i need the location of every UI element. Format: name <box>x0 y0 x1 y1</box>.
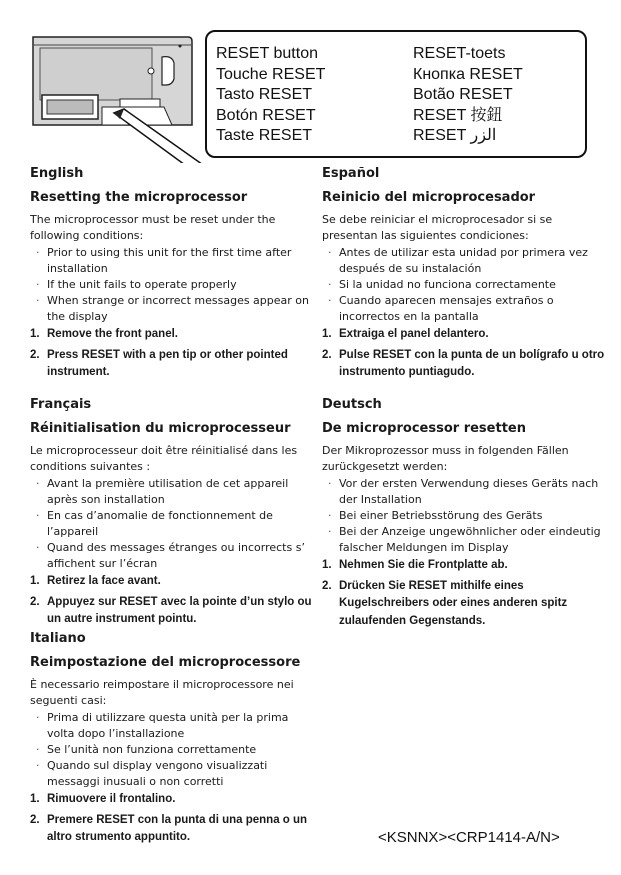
condition-item: · Bei der Anzeige ungewöhnlicher oder eindeutig falscher Meldungen im Display <box>322 524 607 556</box>
document-code: <KSNNX><CRP1414-A/N> <box>378 829 560 846</box>
label-arabic: RESET الزر <box>413 127 497 144</box>
labels-right-column <box>413 44 523 147</box>
reset-button-labels-box <box>205 30 587 158</box>
steps-list <box>322 557 607 630</box>
conditions-list <box>322 476 607 556</box>
language-title: English <box>30 166 84 181</box>
condition-item: · If the unit fails to operate properly <box>30 277 315 293</box>
condition-item: · Bei einer Betriebsstörung des Geräts <box>322 508 607 524</box>
section-francais <box>30 397 315 632</box>
step-item <box>322 347 607 382</box>
label-dutch: RESET-toets <box>413 45 506 62</box>
step-item <box>322 557 607 575</box>
step-number: 1. <box>30 793 40 805</box>
step-number: 2. <box>30 813 40 826</box>
condition-item: · Se l’unità non funziona correttamente <box>30 742 315 758</box>
condition-item: · Si la unidad no funciona correctamente <box>322 277 607 293</box>
step-number: 2. <box>322 579 332 592</box>
step-text: Rimuovere il frontalino. <box>47 793 176 805</box>
label-chinese: RESET 按鈕 <box>413 106 503 124</box>
condition-item: · Antes de utilizar esta unidad por primera vez después de su instalación <box>322 245 607 277</box>
step-item <box>30 791 315 809</box>
condition-item: · Vor der ersten Verwendung dieses Geräts nach der Installation <box>322 476 607 508</box>
unit-illustration <box>30 33 210 163</box>
intro-text: Le microprocesseur doit être réinitialisé dans les conditions suivantes : <box>30 444 298 473</box>
step-item <box>322 578 607 631</box>
step-text: Premere RESET con la punta di una penna o un altro strumento appuntito. <box>47 813 308 843</box>
conditions-list <box>30 476 315 572</box>
step-item <box>30 594 315 629</box>
step-text: Drücken Sie RESET mithilfe eines Kugelschreibers oder eines anderen spitz zulaufenden Gegenstands. <box>339 579 568 627</box>
labels-left-column <box>216 44 325 147</box>
section-heading: Réinitialisation du microprocesseur <box>30 421 291 436</box>
condition-item: · Prior to using this unit for the first time after installation <box>30 245 315 277</box>
step-text: Pulse RESET con la punta de un bolígrafo u otro instrumento puntiagudo. <box>339 348 605 378</box>
step-number: 2. <box>30 595 40 608</box>
language-title: Français <box>30 397 92 412</box>
conditions-list <box>322 245 607 325</box>
section-english <box>30 166 315 385</box>
step-item <box>30 347 315 382</box>
section-heading: De microprocessor resetten <box>322 421 526 436</box>
step-number: 1. <box>322 559 332 571</box>
steps-list <box>30 573 315 629</box>
label-german: Taste RESET <box>216 127 313 144</box>
step-text: Press RESET with a pen tip or other pointed instrument. <box>47 348 288 378</box>
step-number: 1. <box>322 328 332 340</box>
label-portuguese: Botão RESET <box>413 86 513 103</box>
language-title: Deutsch <box>322 397 382 412</box>
intro-text: È necessario reimpostare il microprocessore nei seguenti casi: <box>30 678 294 707</box>
label-english: RESET button <box>216 45 318 62</box>
steps-list <box>322 326 607 382</box>
step-text: Extraiga el panel delantero. <box>339 328 489 340</box>
step-number: 2. <box>322 348 332 361</box>
condition-item: · Cuando aparecen mensajes extraños o incorrectos en la pantalla <box>322 293 607 325</box>
condition-item: · En cas d’anomalie de fonctionnement de l’appareil <box>30 508 315 540</box>
steps-list <box>30 791 315 847</box>
section-heading: Resetting the microprocessor <box>30 190 248 205</box>
label-french: Touche RESET <box>216 65 326 83</box>
intro-text: Se debe reiniciar el microprocesador si se presentan las siguientes condiciones: <box>322 213 553 242</box>
condition-item: · Prima di utilizzare questa unità per la prima volta dopo l’installazione <box>30 710 315 742</box>
step-item <box>322 326 607 344</box>
section-heading: Reimpostazione del microprocessore <box>30 655 301 670</box>
conditions-list <box>30 245 315 325</box>
label-spanish: Botón RESET <box>216 106 316 124</box>
step-text: Appuyez sur RESET avec la pointe d’un stylo ou un autre instrument pointu. <box>47 595 312 625</box>
step-item <box>30 326 315 344</box>
section-espanol <box>322 166 607 385</box>
step-number: 1. <box>30 575 40 587</box>
intro-text: The microprocessor must be reset under the following conditions: <box>30 213 276 242</box>
step-text: Retirez la face avant. <box>47 575 161 587</box>
label-italian: Tasto RESET <box>216 86 313 103</box>
step-text: Remove the front panel. <box>47 328 178 340</box>
intro-text: Der Mikroprozessor muss in folgenden Fällen zurückgesetzt werden: <box>322 444 569 473</box>
language-title: Español <box>322 166 380 181</box>
step-item <box>30 812 315 847</box>
step-text: Nehmen Sie die Frontplatte ab. <box>339 559 508 571</box>
condition-item: · Quando sul display vengono visualizzati messaggi inusuali o non corretti <box>30 758 315 790</box>
conditions-list <box>30 710 315 790</box>
section-heading: Reinicio del microprocesador <box>322 190 536 205</box>
step-number: 1. <box>30 328 40 340</box>
label-russian: Кнопка RESET <box>413 65 523 83</box>
condition-item: · Avant la première utilisation de cet appareil après son installation <box>30 476 315 508</box>
condition-item: · Quand des messages étranges ou incorrects s’ affichent sur l’écran <box>30 540 315 572</box>
step-item <box>30 573 315 591</box>
condition-item: · When strange or incorrect messages appear on the display <box>30 293 315 325</box>
steps-list <box>30 326 315 382</box>
section-italiano <box>30 631 315 850</box>
section-deutsch <box>322 397 607 633</box>
language-title: Italiano <box>30 631 86 646</box>
step-number: 2. <box>30 348 40 361</box>
